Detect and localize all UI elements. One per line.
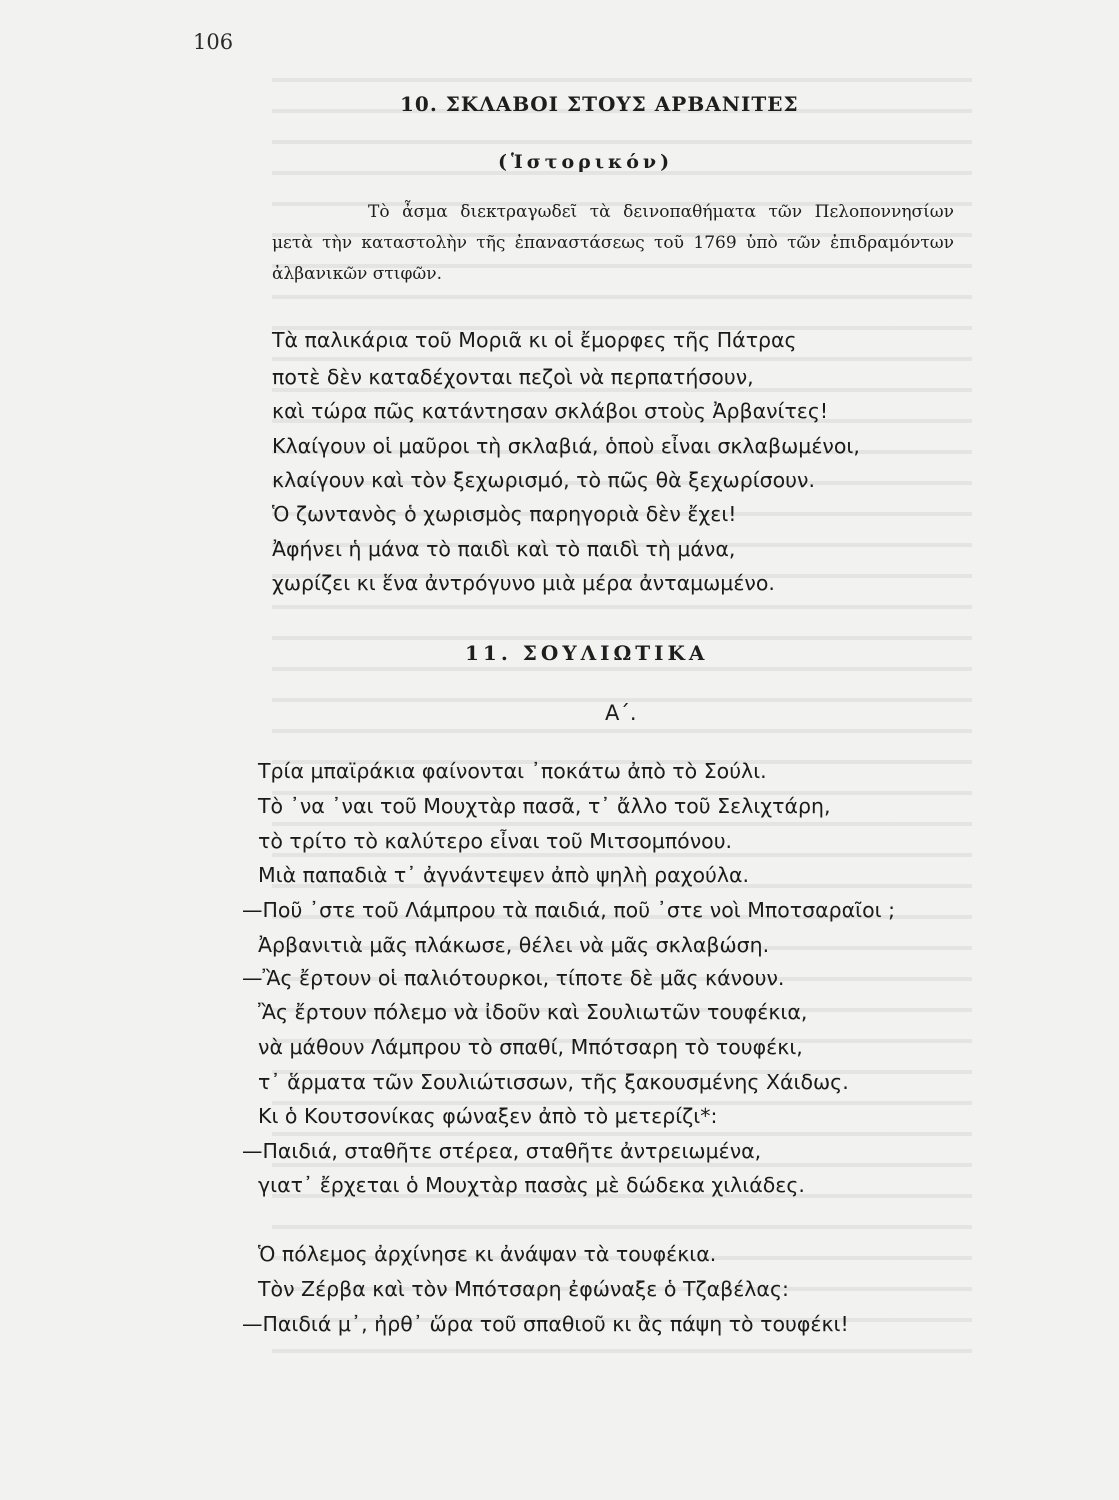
poem-line: καὶ τώρα πῶς κατάντησαν σκλάβοι στοὺς Ἀρβανίτες!	[272, 399, 829, 423]
song-10-intro: Τὸ ἆσμα διεκτραγωδεῖ τὰ δεινοπαθήματα τῶν Πελοποννησίων μετὰ τὴν καταστολὴν τῆς ἐπαναστάσεως τοῦ 1769 ὑπὸ τῶν ἐπιδραμόντων ἀλβανικῶν στιφῶν.	[272, 202, 954, 284]
poem-line: τ᾽ ἅρματα τῶν Σουλιώτισσων, τῆς ξακουσμένης Χάιδως.	[258, 1070, 849, 1094]
poem-line: —Ἂς ἔρτουν οἱ παλιότουρκοι, τίποτε δὲ μᾶς κάνουν.	[242, 966, 785, 990]
poem-line: κλαίγουν καὶ τὸν ξεχωρισμό, τὸ πῶς θὰ ξεχωρίσουν.	[272, 468, 816, 492]
poem-line: Κλαίγουν οἱ μαῦροι τὴ σκλαβιά, ὁποὺ εἶναι σκλαβωμένοι,	[272, 434, 860, 458]
poem-line: χωρίζει κι ἕνα ἀντρόγυνο μιὰ μέρα ἀνταμωμένο.	[272, 571, 775, 595]
poem-line: Ἂς ἔρτουν πόλεμο νὰ ἰδοῦν καὶ Σουλιωτῶν τουφέκια,	[258, 1000, 808, 1024]
page-number: 106	[193, 30, 234, 54]
poem-line: τὸ τρίτο τὸ καλύτερο εἶναι τοῦ Μιτσομπόνου.	[258, 829, 733, 853]
song-10-subtitle: (Ἱστορικόν)	[498, 151, 674, 173]
poem-line: νὰ μάθουν Λάμπρου τὸ σπαθί, Μπότσαρη τὸ τουφέκι,	[258, 1035, 803, 1059]
poem-line: Ἀφήνει ἡ μάνα τὸ παιδὶ καὶ τὸ παιδὶ τὴ μάνα,	[272, 537, 736, 561]
poem-line: Ὁ πόλεμος ἀρχίνησε κι ἀνάψαν τὰ τουφέκια.	[258, 1242, 717, 1266]
poem-line: ποτὲ δὲν καταδέχονται πεζοὶ νὰ περπατήσουν,	[272, 365, 754, 389]
song-10-title: 10. ΣΚΛΑΒΟΙ ΣΤΟΥΣ ΑΡΒΑΝΙΤΕΣ	[400, 92, 799, 116]
poem-line: Κι ὁ Κουτσονίκας φώναξεν ἀπὸ τὸ μετερίζι*:	[258, 1104, 718, 1128]
poem-line: Τὰ παλικάρια τοῦ Μοριᾶ κι οἱ ἔμορφες τῆς Πάτρας	[272, 328, 797, 352]
poem-line: γιατ᾽ ἔρχεται ὁ Μουχτὰρ πασὰς μὲ δώδεκα χιλιάδες.	[258, 1173, 805, 1197]
poem-line: Τρία μπαϊράκια φαίνονται ᾽ποκάτω ἀπὸ τὸ Σούλι.	[258, 759, 767, 783]
poem-line: Ἀρβανιτιὰ μᾶς πλάκωσε, θέλει νὰ μᾶς σκλαβώση.	[258, 933, 770, 957]
song-11-part-label: Α΄.	[605, 701, 637, 725]
song-11-title: 11. ΣΟΥΛΙΩΤΙΚΑ	[465, 641, 709, 665]
poem-line: —Ποῦ ᾽στε τοῦ Λάμπρου τὰ παιδιά, ποῦ ᾽στε νοὶ Μποτσαραῖοι ;	[242, 898, 895, 922]
poem-line: Ὁ ζωντανὸς ὁ χωρισμὸς παρηγοριὰ δὲν ἔχει!	[272, 502, 737, 526]
poem-line: Τὸ ᾽να ᾽ναι τοῦ Μουχτὰρ πασᾶ, τ᾽ ἄλλο τοῦ Σελιχτάρη,	[258, 794, 831, 818]
poem-line: —Παιδιά, σταθῆτε στέρεα, σταθῆτε ἀντρειωμένα,	[242, 1139, 762, 1163]
poem-line: —Παιδιά μ᾽, ἠρθ᾽ ὥρα τοῦ σπαθιοῦ κι ἂς πάψη τὸ τουφέκι!	[242, 1312, 849, 1336]
poem-line: Τὸν Ζέρβα καὶ τὸν Μπότσαρη ἐφώναξε ὁ Τζαβέλας:	[258, 1277, 789, 1301]
poem-line: Μιὰ παπαδιὰ τ᾽ ἀγνάντεψεν ἀπὸ ψηλὴ ραχούλα.	[258, 863, 750, 887]
